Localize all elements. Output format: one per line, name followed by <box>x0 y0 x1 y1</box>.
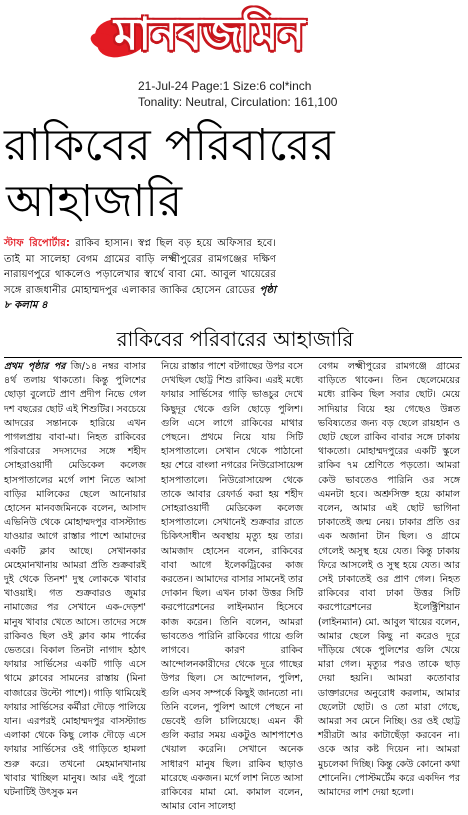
clipping-date-page-size: 21-Jul-24 Page:1 Size:6 col*inch <box>138 79 312 93</box>
headline-line-1: রাকিবের পরিবারের <box>4 120 335 171</box>
clipping-tonality-circulation: Tonality: Neutral, Circulation: 161,100 <box>138 95 338 109</box>
masthead-logo <box>90 4 370 66</box>
article-column-2 <box>161 360 303 813</box>
clipping-meta <box>138 78 458 110</box>
continuation-headline: রাকিবের পরিবারের আহাজারি <box>116 327 354 351</box>
headline-line-2: আহাজারি <box>6 176 183 227</box>
column-1-text: জি/১৪ নম্বর বাসার ৪র্থ তলায় থাকতো। কিন্তু পুলিশের ছোড়া বুলেটে প্রাণ প্রদীপ নিভে গেল দশ বছরের ছোট এই শিশুটির। সবচেয়ে আদরের সন্তানকে হারিয়ে এখন পাগলপ্রায় বাবা-মা। নিহত রাকিবের পরিবারের সদস্যদের সঙ্গে শহীদ সোহরাওয়ার্দী মেডিকেল কলেজ হাসপাতালের মর্গে লাশ নিতে আসা বাড়ির মালিকের ছেলে আনোয়ার হোসেন মানবজমিনকে বলেন, আসাদ এভিনিউ থেকে মোহাম্মদপুর বাসস্ট্যান্ড যাওয়ার আগে রাস্তার পাশে আমাদের একটি ক্লাব আছে। সেখানকার মেহেমানখানায় আমরা প্রতি শুক্রবারই দুই থেকে তিনশ' দুস্থ লোককে খাবার খাওয়াই। গত শুক্রবারও জুমার নামাজের পর সেখানে এক-দেড়শ' মানুষ খাবার খেতে আসে। তাদের সঙ্গে রাকিবও ছিল ওই ক্লাব কাম পার্কের ভেতরে। বিকাল তিনটা নাগাদ হঠাৎ ফায়ার সার্ভিসের একটি গাড়ি এসে থামে ক্লাবের সামনের রাস্তায় (মিনা বাজারের উল্টো পাশে)। গাড়ি থামিয়েই ফায়ার সার্ভিসের কর্মীরা দৌড়ে পালিয়ে যান। এরপরই মোহাম্মদপুর বাসস্ট্যান্ড এলাকা থেকে কিছু লোক দৌড়ে এসে ফায়ার সার্ভিসের ওই গাড়িতে হামলা শুরু করে। তখনো মেহমানখানায় খাবার খাচ্ছিল মানুষ। আর এই পুরো ঘটনাটিই উৎসুক মন <box>4 361 146 799</box>
article-column-3 <box>318 360 460 806</box>
page-reference: পৃষ্ঠা ৮ কলাম ৪ <box>4 284 276 312</box>
column-2-text: নিয়ে রাস্তার পাশে বটগাছের উপর বসে দেখছিল ছোট্ট শিশু রাকিব। এরই মধ্যে ফায়ার সার্ভিসের গাড়ি ভাঙচুর দেখে কিছুদূর থেকে গুলি ছোড়ে পুলিশ। গুলি এসে লাগে রাকিবের মাথার পেছনে। প্রথমে নিয়ে যায় সিটি হাসপাতালে। সেখান থেকে পাঠানো হয় শেরে বাংলা নগরের নিউরোসায়েন্স হাসপাতালে। নিউরোসায়েন্স থেকে তাকে আবার রেফার্ড করা হয় শহীদ সোহরাওয়ার্দী মেডিকেল কলেজ হাসপাতালে। সেখানেই শুক্রবার রাতে চিকিৎসাধীন অবস্থায় মৃত্যু হয় তার। আমজাদ হোসেন বলেন, রাকিবের বাবা আগে ইলেকট্রিকের কাজ করতেন। আমাদের বাসার সামনেই তার দোকান ছিল। এখন ঢাকা উত্তর সিটি করপোরেশনের লাইনম্যান হিসেবে কাজ করেন। তিনি বলেন, আমরা ভাবতেও পারিনি রাকিবের গায়ে গুলি লাগবে। কারণ রাকিব আন্দোলনকারীদের থেকে দূরে গাছের উপর ছিল। সে আন্দোলন, পুলিশ, গুলি এসব সম্পর্কে কিছুই জানতো না। তিনি বলেন, পুলিশ আগে পেছনে না ভেবেই গুলি চালিয়েছে। এমন কী গুলি করার সময় একটুও আশপাশেও খেয়াল করেনি। সেখানে অনেক সাধারণ মানুষ ছিল। রাকিব ছাড়াও মারেছে একজন। মর্গে লাশ নিতে আসা রাকিবের মামা মো. কামাল বলেন, আমার বোন সালেহা <box>161 361 303 813</box>
front-page-intro <box>4 236 276 314</box>
newspaper-name: মানবজমিন <box>114 9 305 60</box>
column-3-text: বেগম লক্ষ্মীপুরের রামগঞ্জে গ্রামের বাড়িতে থাকেন। তিন ছেলেমেয়ের মধ্যে রাকিব ছিল সবার ছোট। মেয়ে সাদিয়ার বিয়ে হয় গেছেও উন্নত ভবিষ্যতের জন্য বড় ছেলে রায়হান ও ছোট ছেলে রাকিব বাবার সঙ্গে ঢাকায় থাকতো। মোহাম্মদপুরের একটি স্কুলে রাকিব ৭ম শ্রেণিতে পড়তো। আমরা কেউ ভাবতেও পারিনি ওর সঙ্গে এমনটা হবে। অশ্রুসিক্ত হয়ে কামাল বলেন, আমার এই ছোট ভাগিনা ঢাকাতেই জন্ম নেয়। ঢাকার প্রতি ওর এক অজানা টান ছিল। ও গ্রামে গেলেই অসুস্থ হয়ে যেত। কিন্তু ঢাকায় ফিরে আসলেই ও সুস্থ হয়ে যেত। আর সেই ঢাকাতেই ওর প্রাণ গেল। নিহত রাকিবের বাবা ঢাকা উত্তর সিটি করপোরেশনের ইলেক্ট্রিশিয়ান (লাইনম্যান) মো. আবুল খায়ের বলেন, আমার ছেলে কিছু না করেও দূরে দাঁড়িয়ে থেকে পুলিশের গুলি খেয়ে মারা গেল। মৃত্যুর পরও তাকে ছাড় দেয়া হয়নি। আমরা কতোবার ডাক্তারদের অনুরোধ করলাম, আমার ছেলেটা ছোট। ও তো মারা গেছে, আমরা সব মেনে নিচ্ছি। ওর ওই ছোট্ট শরীরটা আর কাটাছেঁড়া করবেন না। ওকে আর কষ্ট দিয়েন না। আমরা মুচলেকা দিচ্ছি। কিন্তু কেউ কোনো কথা শোনেনি। পোস্টমর্টেম করে একদিন পর আমাদের লাশ দেয়া হলো। <box>318 361 460 799</box>
byline: স্টাফ রিপোর্টার: <box>4 238 70 249</box>
main-headline <box>4 118 464 230</box>
intro-text: রাকিব হাসান। স্বপ্ন ছিল বড় হয়ে অফিসার হবে। তাই মা সালেহা বেগম গ্রামের বাড়ি লক্ষ্মীপুরের রামগঞ্জের দক্ষিণ নারায়ণপুরে থাকলেও পড়ালেখার স্বার্থে বাবা মো. আবুল খায়েরের সঙ্গে রাজধানীর মোহাম্মদপুর এলাকার জাকির হোসেন রোডের <box>4 238 277 296</box>
divider <box>4 357 462 358</box>
article-column-1 <box>4 360 146 806</box>
continuation-lead: প্রথম পৃষ্ঠার পর <box>4 361 66 372</box>
